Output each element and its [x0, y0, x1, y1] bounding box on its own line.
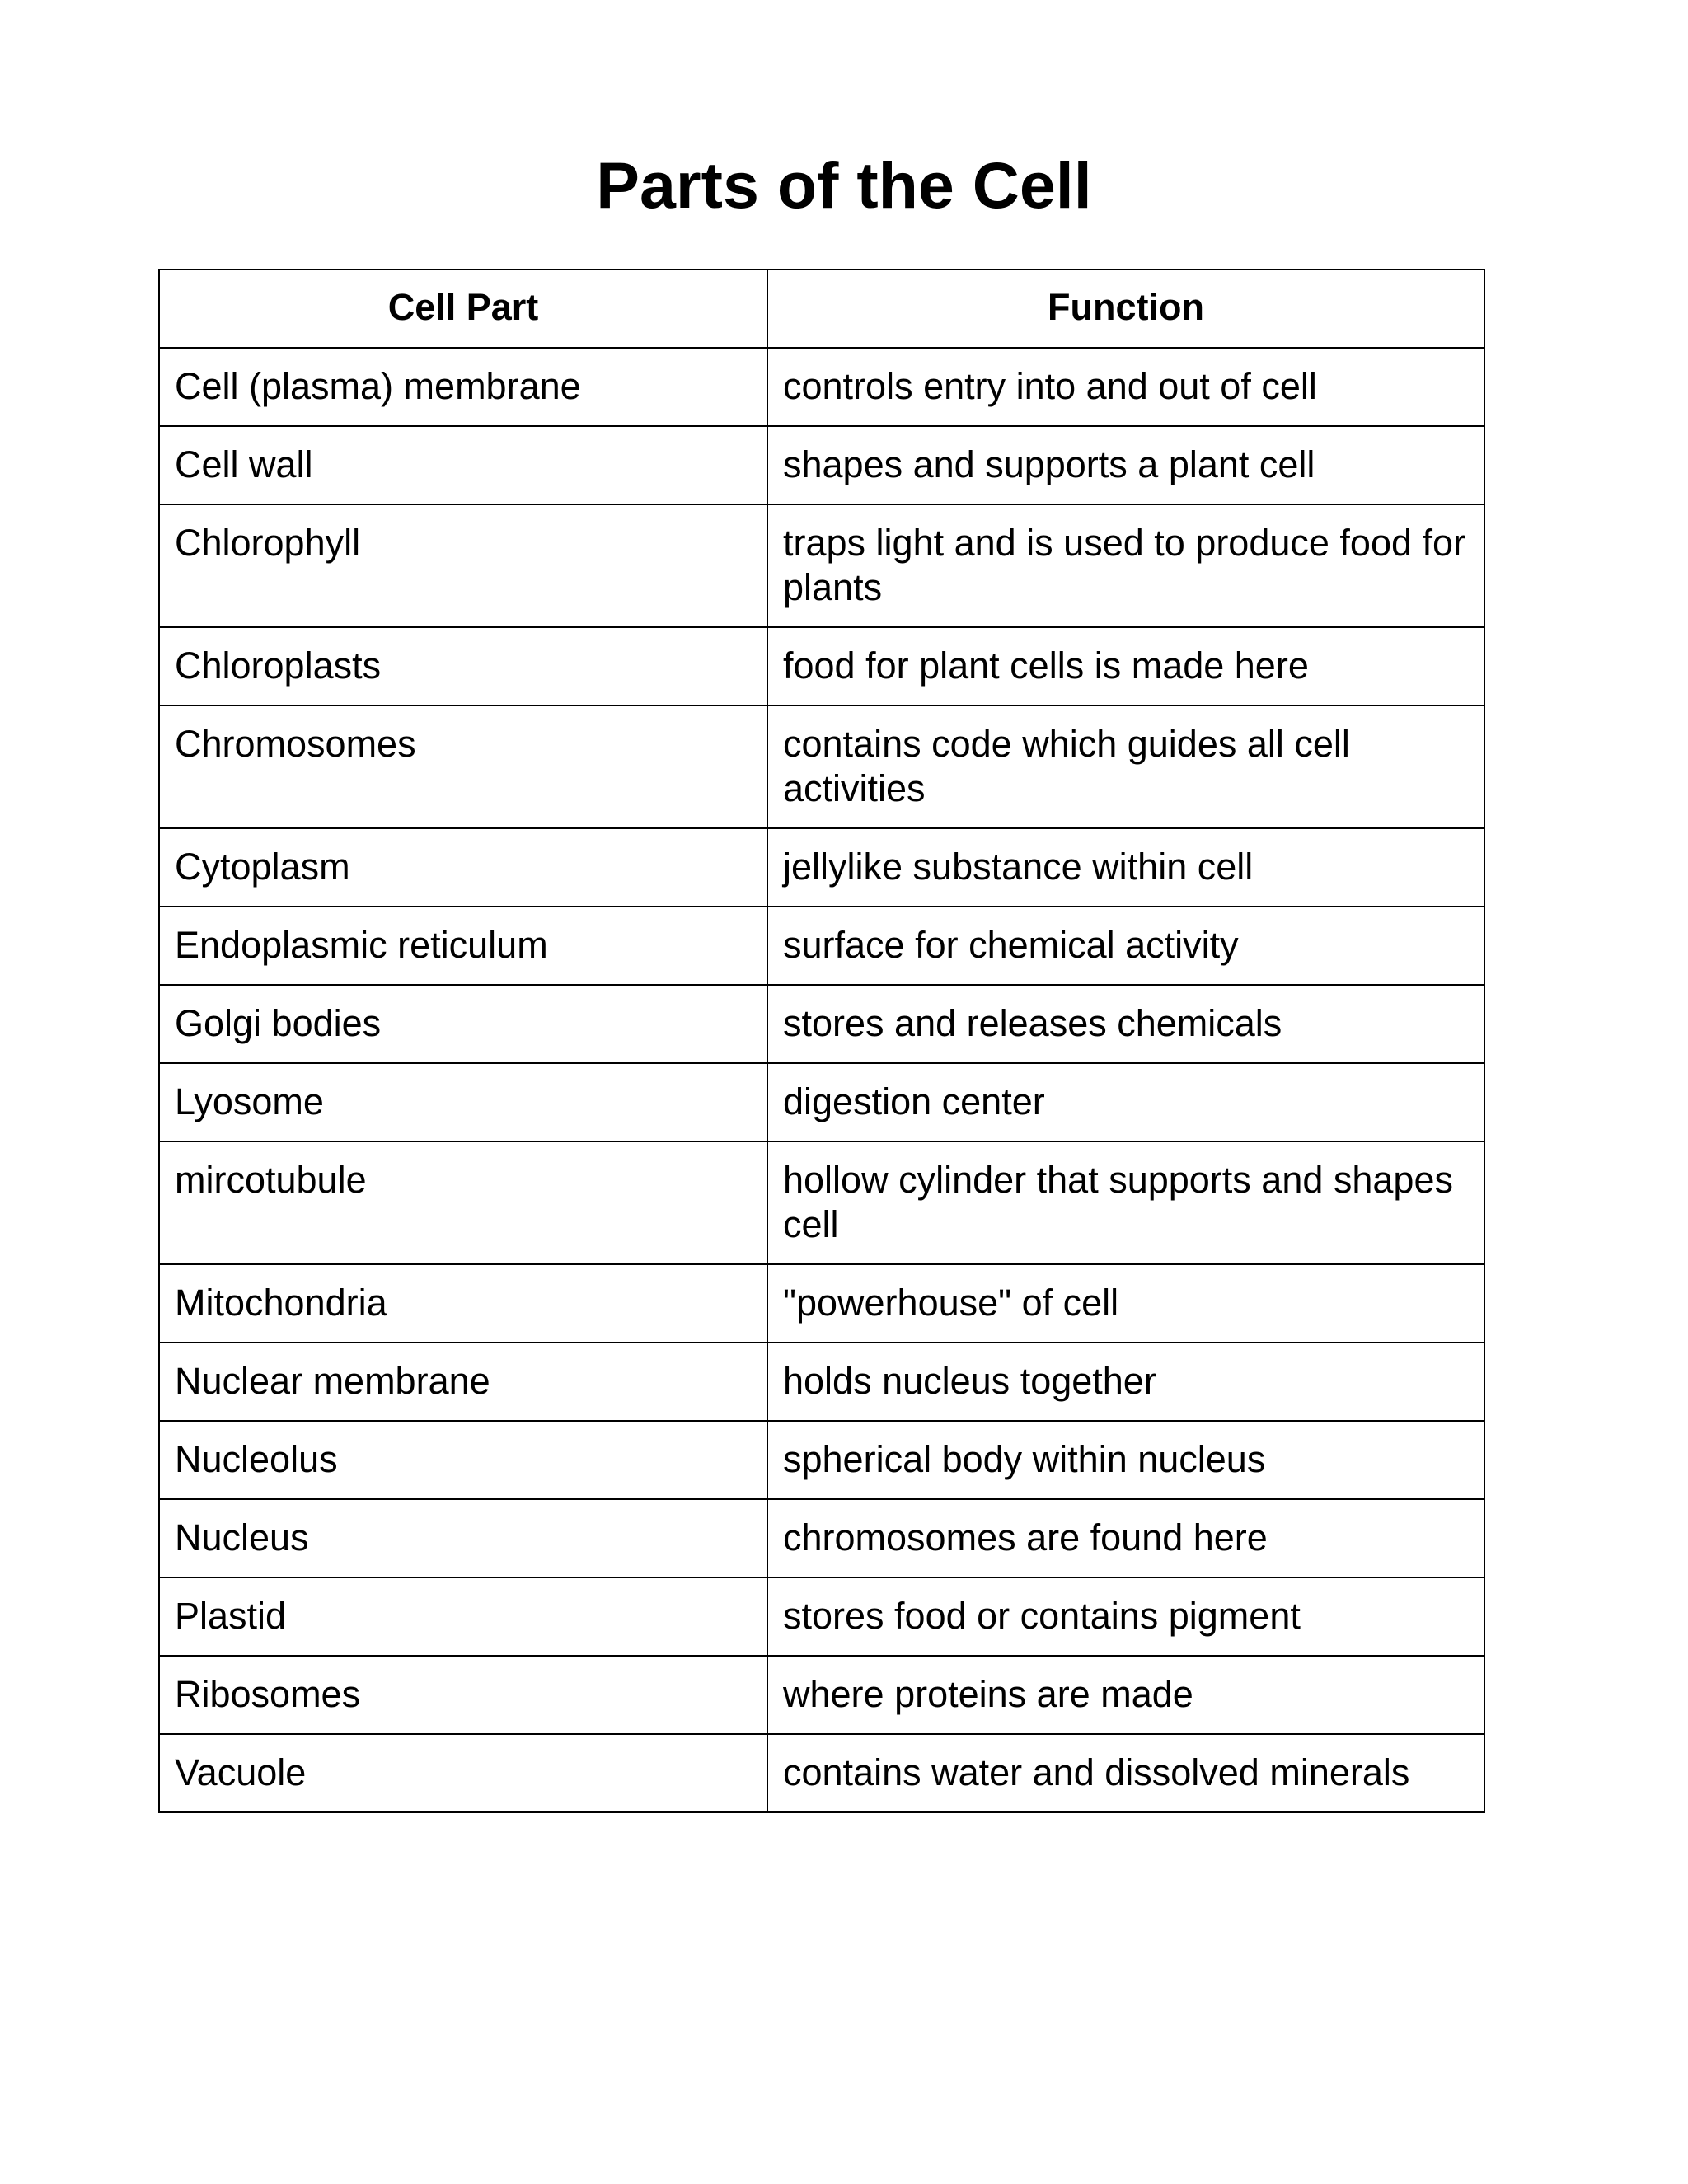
cell-function: "powerhouse" of cell: [767, 1264, 1484, 1343]
table-header-row: [159, 269, 1484, 348]
table-row: [159, 1734, 1484, 1812]
table-row: [159, 1063, 1484, 1141]
cell-function: spherical body within nucleus: [767, 1421, 1484, 1499]
header-function: Function: [767, 269, 1484, 348]
cell-function: chromosomes are found here: [767, 1499, 1484, 1577]
cell-part: Lyosome: [159, 1063, 767, 1141]
table-row: [159, 907, 1484, 985]
cell-part: Cell (plasma) membrane: [159, 348, 767, 426]
cell-part: Plastid: [159, 1577, 767, 1656]
cell-function: jellylike substance within cell: [767, 828, 1484, 907]
cell-part: Chromosomes: [159, 705, 767, 828]
table-row: [159, 348, 1484, 426]
cell-part: Ribosomes: [159, 1656, 767, 1734]
table-row: [159, 1141, 1484, 1264]
table-row: [159, 1656, 1484, 1734]
cell-function: digestion center: [767, 1063, 1484, 1141]
cell-function: stores and releases chemicals: [767, 985, 1484, 1063]
table-row: [159, 1421, 1484, 1499]
cell-function: shapes and supports a plant cell: [767, 426, 1484, 504]
cell-function: controls entry into and out of cell: [767, 348, 1484, 426]
cell-function: food for plant cells is made here: [767, 627, 1484, 705]
cell-function: contains code which guides all cell activities: [767, 705, 1484, 828]
table-row: [159, 627, 1484, 705]
cell-function: surface for chemical activity: [767, 907, 1484, 985]
table-row: [159, 1343, 1484, 1421]
table-row: [159, 1264, 1484, 1343]
table-row: [159, 1577, 1484, 1656]
cell-part: mircotubule: [159, 1141, 767, 1264]
cell-function: holds nucleus together: [767, 1343, 1484, 1421]
cell-part: Chlorophyll: [159, 504, 767, 627]
cell-function: stores food or contains pigment: [767, 1577, 1484, 1656]
cell-part: Mitochondria: [159, 1264, 767, 1343]
cell-parts-table: [158, 269, 1485, 1813]
cell-function: where proteins are made: [767, 1656, 1484, 1734]
cell-function: contains water and dissolved minerals: [767, 1734, 1484, 1812]
table-row: [159, 504, 1484, 627]
page-title: Parts of the Cell: [596, 148, 1092, 222]
header-cell-part: Cell Part: [159, 269, 767, 348]
table-row: [159, 705, 1484, 828]
cell-part: Cytoplasm: [159, 828, 767, 907]
table-row: [159, 426, 1484, 504]
cell-part: Cell wall: [159, 426, 767, 504]
table-row: [159, 985, 1484, 1063]
cell-part: Chloroplasts: [159, 627, 767, 705]
cell-part: Nuclear membrane: [159, 1343, 767, 1421]
cell-part: Nucleus: [159, 1499, 767, 1577]
table-row: [159, 1499, 1484, 1577]
cell-part: Vacuole: [159, 1734, 767, 1812]
cell-part: Nucleolus: [159, 1421, 767, 1499]
cell-function: hollow cylinder that supports and shapes cell: [767, 1141, 1484, 1264]
cell-part: Golgi bodies: [159, 985, 767, 1063]
cell-function: traps light and is used to produce food for plants: [767, 504, 1484, 627]
table-row: [159, 828, 1484, 907]
cell-part: Endoplasmic reticulum: [159, 907, 767, 985]
